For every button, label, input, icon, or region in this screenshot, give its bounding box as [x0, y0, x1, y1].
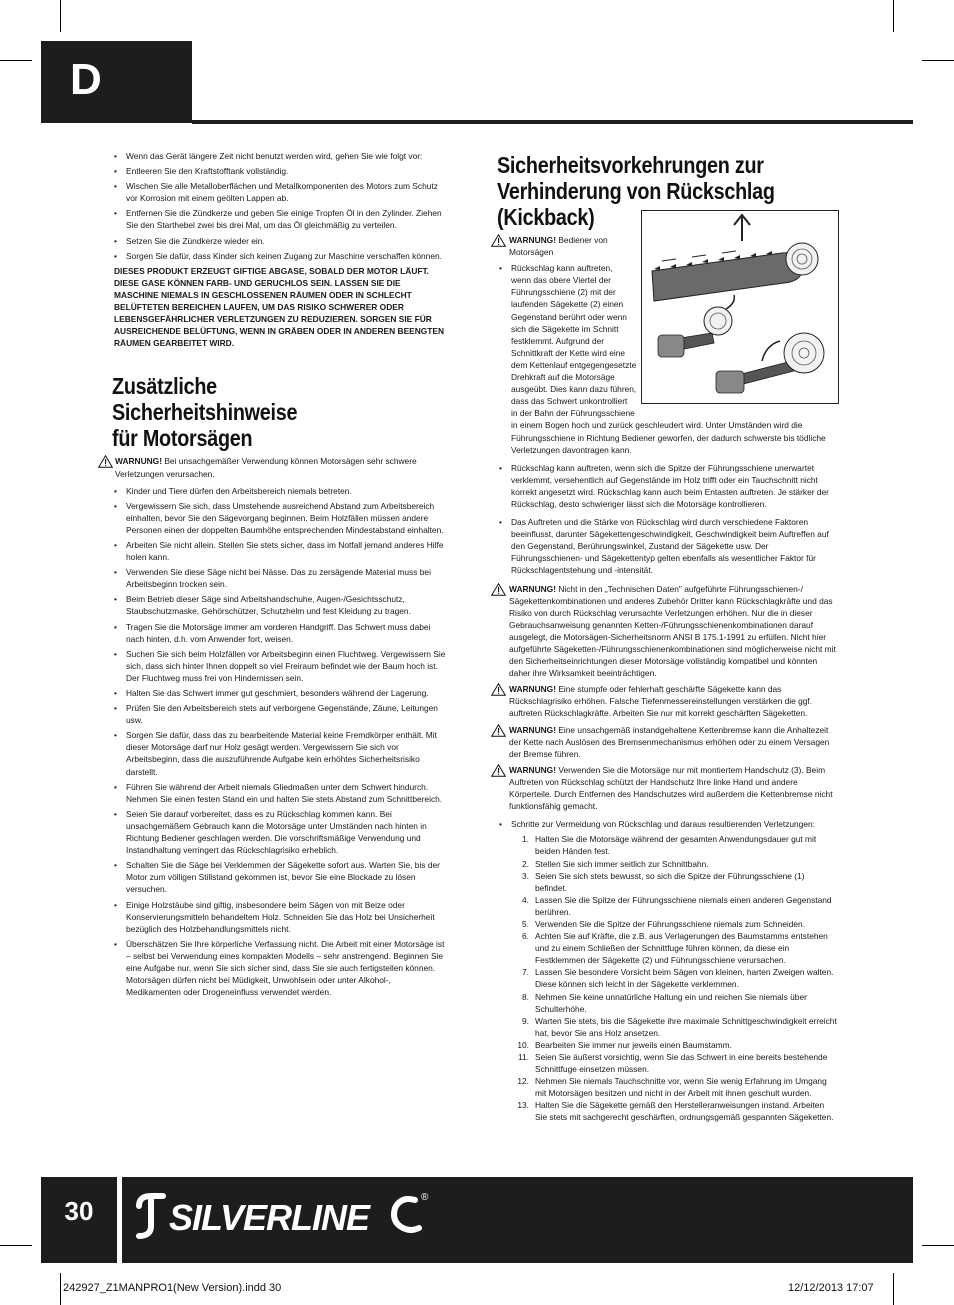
heading-line: Zusätzliche Sicherheitshinweise	[112, 373, 298, 426]
step-item	[497, 1075, 837, 1099]
warning-label: WARNUNG!	[509, 764, 556, 775]
step-number: 8.	[522, 991, 529, 1002]
list-item: • Kinder und Tiere dürfen den Arbeitsbereich niemals betreten.	[112, 485, 446, 497]
heading-line: Verhinderung von Rückschlag	[497, 178, 775, 204]
list-item: • Prüfen Sie den Arbeitsbereich stets auf verborgene Gegenstände, Zäune, Leitungen usw.	[112, 702, 446, 726]
step-number: 10.	[517, 1039, 529, 1050]
step-item	[497, 870, 837, 894]
logo-wordmark: SILVERLINE	[169, 1197, 370, 1238]
text-line: Schnittkraft der Kette wird eine	[511, 347, 626, 358]
step-number: 4.	[522, 894, 529, 905]
warning-text: Eine stumpfe oder fehlerhaft geschärfte Sägekette kann das Rückschlagrisiko erhöhen. Falsche Tiefenmessereinstellungen verstärken die ggf. auftreten Rückschlagkräfte. Arbeiten Sie nur mit korrekt geschärften Sägeketten.	[509, 684, 813, 719]
warning-note	[493, 234, 649, 258]
step-number: 9.	[522, 1015, 529, 1026]
heading-line: für Motorsägen	[112, 425, 253, 452]
kickback-illustration	[641, 210, 839, 404]
page-number: 30	[64, 1196, 94, 1226]
language-tab	[41, 41, 192, 123]
header-rule	[192, 120, 913, 124]
step-number: 3.	[522, 870, 529, 881]
crop-mark	[893, 0, 894, 32]
list-item: • Einige Holzstäube sind giftig, insbesondere beim Sägen von mit Beize oder Konservierungsmitteln behandeltem Holz. Schneiden Sie das Holz bei Unsicherheit bezüglich des Holzbehandlungsmittels nicht.	[112, 899, 446, 935]
list-item: • Führen Sie während der Arbeit niemals Gliedmaßen unter dem Schwert hindurch. Nehmen Sie einen festen Stand ein und halten Sie stets Abstand zum Schnittbereich.	[112, 781, 446, 805]
warning-note	[100, 455, 446, 479]
step-item	[497, 930, 837, 966]
step-text: Halten Sie die Motorsäge während der gesamten Anwendungsdauer gut mit beiden Händen fest.	[535, 834, 817, 857]
step-text: Warten Sie stets, bis die Sägekette ihre maximale Schnittgeschwindigkeit erreicht hat, bevor Sie ans Holz ansetzen.	[535, 1015, 837, 1038]
slug-date: 12/12/2013 17:07	[788, 1282, 874, 1294]
step-item	[497, 918, 837, 930]
chainsaw-kickback-drawing	[642, 211, 838, 403]
list-item: • Tragen Sie die Motorsäge immer am vorderen Handgriff. Das Schwert muss dabei nach hinten, d.h. vom Anwender fort, weisen.	[112, 621, 446, 645]
step-text: Stellen Sie sich immer seitlich zur Schnittbahn.	[535, 858, 709, 869]
step-text: Seien Sie äußerst vorsichtig, wenn Sie das Schwert in eine bereits bestehende Schnittfuge einsetzen müssen.	[535, 1052, 828, 1075]
step-text: Nehmen Sie niemals Tauchschnitte vor, wenn Sie wenig Erfahrung im Umgang mit Motorsägen besitzen und nicht in der Arbeit mit ihnen geschult wurden.	[535, 1076, 827, 1099]
text-line: wenn das obere Viertel der	[511, 275, 611, 286]
list-item: • Wischen Sie alle Metalloberflächen und Metallkomponenten des Motors zum Schutz vor Korrosion mit einem geölten Lappen ab.	[112, 180, 446, 204]
warning-triangle-icon	[491, 583, 506, 596]
list-item: • Beim Betrieb dieser Säge sind Arbeitshandschuhe, Augen-/Gesichtsschutz, Staubschutzmaske, Gehörschützer, Schutzhelm und fest Kleidung zu tragen.	[112, 593, 446, 617]
warning-label: WARNUNG!	[115, 456, 162, 467]
list-item: • Sorgen Sie dafür, dass das zu bearbeitende Material keine Fremdkörper enthält. Mit dieser Motorsäge darf nur Holz gesägt werden. Vergewissern Sie sich vor Arbeitsbeginn, dass die auszuführende Aufgabe kein erhöhtes Sicherheitsrisiko darstellt.	[112, 729, 446, 777]
steps-intro-list	[497, 818, 837, 830]
crop-mark	[60, 1273, 61, 1305]
text-line: dem Kettenlauf entgegengesetzte	[511, 359, 637, 370]
exhaust-gas-warning: DIESES PRODUKT ERZEUGT GIFTIGE ABGASE, SOBALD DER MOTOR LÄUFT. DIESE GASE KÖNNEN FARB- UND GERUCHLOS SEIN. LASSEN SIE DIE MASCHINE NIEMALS IN GESCHLOSSENEN RÄUMEN ODER IN SCHLECHT BELÜFTETEN BEREICHEN LAUFEN, UM DAS RISIKO SCHWERER ODER LEBENSGEFÄHRLICHER VERLETZUNGEN ZU REDUZIEREN. SORGEN SIE FÜR AUSREICHENDE BELÜFTUNG, WENN IN GRÄBEN ODER IN ANDEREN BEENGTEN RÄUMEN GEARBEITET WIRD.	[114, 265, 445, 349]
heading-line: Sicherheitsvorkehrungen zur	[497, 152, 764, 178]
step-item	[497, 1015, 837, 1039]
list-item: • Setzen Sie die Zündkerze wieder ein.	[112, 235, 446, 247]
text-line: ausgeübt. Dies kann dazu führen,	[511, 384, 637, 395]
step-text: Verwenden Sie die Spitze der Führungsschiene niemals zum Schneiden.	[535, 918, 806, 929]
step-item	[497, 1099, 837, 1123]
list-item: • Das Auftreten und die Stärke von Rückschlag wird durch verschiedene Faktoren beeinflusst, darunter Sägekettengeschwindigkeit, Geschwindigkeit beim Auftreffen auf den Gegenstand, Berührungswinkel, Zustand der Sägekette usw. Der Führungsschienen- und Sägekettentyp gelten ebenfalls als wesentlicher Faktor für Rückschlagentstehung und -intensität.	[497, 516, 837, 576]
crop-mark	[60, 0, 61, 32]
step-item	[497, 1051, 837, 1075]
text-line: • Rückschlag kann auftreten,	[511, 263, 613, 274]
step-text: Achten Sie auf Kräfte, die z.B. aus Verlagerungen des Baumstamms entstehen und zu einem Schließen der Schnittfuge führen können, da diese ein Festklemmen der Sägekette (2) und Führungsschiene verursachen.	[535, 931, 828, 966]
kickback-steps	[497, 833, 837, 1123]
step-number: 5.	[522, 918, 529, 929]
text-line: Gegenstand berührt oder wenn	[511, 311, 627, 322]
section-heading-motorsaegen	[112, 373, 446, 451]
step-number: 12.	[517, 1076, 529, 1087]
warning-note	[493, 583, 837, 680]
list-item: • Halten Sie das Schwert immer gut geschmiert, besonders während der Lagerung.	[112, 687, 446, 699]
step-text: Seien Sie sich stets bewusst, so sich die Spitze der Führungsschiene (1) befindet.	[535, 870, 805, 893]
step-item	[497, 966, 837, 990]
step-text: Lassen Sie die Spitze der Führungsschiene niemals einen anderen Gegenstand berühren.	[535, 894, 832, 917]
step-number: 1.	[522, 834, 529, 845]
step-text: Halten Sie die Sägekette gemäß den Herstelleranweisungen instand. Arbeiten Sie stets mit sachgerecht geschärften, ordnungsgemäß gespannten Sägeketten.	[535, 1100, 834, 1123]
list-item: • Entleeren Sie den Kraftstofftank vollständig.	[112, 165, 446, 177]
list-item: • Suchen Sie sich beim Holzfällen vor Arbeitsbeginn einen Fluchtweg. Vergewissern Sie sich, dass sich hinter Ihnen doppelt so viel Freiraum befindet wie der Baum hoch ist. Der Fluchtweg muss frei von Hindernissen sein.	[112, 648, 446, 684]
warning-label: WARNUNG!	[509, 583, 556, 594]
text-line: Drehkraft auf die Motorsäge	[511, 372, 615, 383]
list-item: • Überschätzen Sie Ihre körperliche Verfassung nicht. Die Arbeit mit einer Motorsäge ist – selbst bei Verwendung eines kompakten Modells – sehr anstrengend. Beginnen Sie eine Aufgabe nur, wenn Sie sich sicher sind, dass Sie sie auch fertigstellen können. Motorsägen dürfen nicht bei Müdigkeit, Unwohlsein oder unter Alkohol-, Medikamenten oder Drogeneinfluss verwendet werden.	[112, 938, 446, 998]
crop-mark	[0, 1245, 32, 1246]
step-number: 2.	[522, 858, 529, 869]
step-item	[497, 991, 837, 1015]
crop-mark	[0, 60, 32, 61]
list-item: • Wenn das Gerät längere Zeit nicht benutzt werden wird, gehen Sie wie folgt vor:	[112, 150, 446, 162]
warning-note	[493, 724, 837, 760]
step-item	[497, 1039, 837, 1051]
step-number: 7.	[522, 967, 529, 978]
step-item	[497, 858, 837, 870]
step-number: 11.	[517, 1052, 529, 1062]
warning-triangle-icon	[491, 764, 506, 777]
list-item: • Entfernen Sie die Zündkerze und geben Sie einige Tropfen Öl in den Zylinder. Ziehen Sie den Starthebel zwei bis drei Mal, um das Öl gleichmäßig zu verteilen.	[112, 207, 446, 231]
list-item: • Arbeiten Sie nicht allein. Stellen Sie stets sicher, dass im Notfall jemand anderes Hilfe holen kann.	[112, 539, 446, 563]
text-line: Führungsschiene (2) mit der	[511, 287, 616, 298]
footer-separator	[117, 1177, 122, 1263]
warning-note	[493, 683, 837, 719]
text-line: dass das Schwert unkontrolliert	[511, 396, 628, 407]
step-text: Nehmen Sie keine unnatürliche Haltung ein und reichen Sie niemals über Schulterhöhe.	[535, 991, 807, 1014]
list-item: • Seien Sie darauf vorbereitet, dass es zu Rückschlag kommen kann. Bei unsachgemäßem Gebrauch kann die Motorsäge unter Umständen nach hinten in Richtung Bediener geschlagen werden. Die vorschriftsmäßige Verwendung und Instandhaltung verringert das Rückschlagrisiko erheblich.	[112, 808, 446, 856]
crop-mark	[922, 60, 954, 61]
text-line: sich die Sägekette im Schnitt	[511, 323, 619, 334]
warning-note	[493, 764, 837, 812]
warning-label: WARNUNG!	[509, 724, 556, 735]
safety-bullets	[112, 485, 446, 999]
storage-bullets	[112, 150, 446, 262]
warning-triangle-icon	[491, 683, 506, 696]
heading-line: (Kickback)	[497, 204, 595, 230]
text-line: laufenden Sägekette (2) einen	[511, 299, 624, 310]
step-item	[497, 833, 837, 857]
silverline-logo	[133, 1186, 433, 1246]
warning-label: WARNUNG!	[509, 684, 556, 695]
warning-triangle-icon	[491, 724, 506, 737]
step-item	[497, 894, 837, 918]
step-text: Lassen Sie besondere Vorsicht beim Sägen von kleinen, harten Zweigen walten. Diese können sich leicht in der Sägekette verklemmen.	[535, 967, 834, 990]
crop-mark	[893, 1273, 894, 1305]
warning-text: Eine unsachgemäß instandgehaltene Kettenbremse kann die Anhaltezeit der Kette nach Auslösen des Bremsenmechanismus erhöhen oder zu einem Versagen der Bremse führen.	[509, 724, 830, 759]
registered-mark: ®	[421, 1192, 429, 1203]
warning-text: Bei unsachgemäßer Verwendung können Motorsägen sehr schwere Verletzungen verursachen.	[115, 456, 417, 479]
text-line: in einem Bogen hoch und zurück geschleudert wird. Unter Umständen wird die Führungsschiene in Richtung Bediener geworfen, der dadurch schwerste bis tödliche Verletzungen davontragen kann.	[511, 420, 826, 455]
step-text: Bearbeiten Sie immer nur jeweils einen Baumstamm.	[535, 1039, 732, 1050]
language-code: D	[70, 55, 103, 104]
list-item: • Rückschlag kann auftreten, wenn sich die Spitze der Führungsschiene unerwartet verklemmt, versehentlich auf Gegenstände im Holz trifft oder ein Tauchschnitt nicht korrekt angesetzt wird. Rückschlag kann auch beim Entasten auftreten. Je stärker der Rückschlag, desto schwieriger lässt sich die Motorsäge kontrollieren.	[497, 462, 837, 510]
list-item: • Sorgen Sie dafür, dass Kinder sich keinen Zugang zur Maschine verschaffen können.	[112, 250, 446, 262]
list-item: • Schritte zur Vermeidung von Rückschlag und daraus resultierenden Verletzungen:	[497, 818, 837, 830]
step-number: 13.	[517, 1100, 529, 1111]
warning-text: Nicht in den „Technischen Daten" aufgeführte Führungsschienen-/ Sägekettenkombinationen und anderes Zubehör Dritter kann Rückschlagkräfte und das Risiko von durch Rückschlag verursachte Verletzungen erhöhen. Nur die in dieser Gebrauchsanweisung genannten Ketten-/Führungsschienenkombinationen darauf ausgelegt, die Motorsägen-Sicherheitsnorm ANSI B 175.1-1991 zu erfüllen. Nicht hier aufgeführte Sägeketten-/Führungsschienenkombinationen sind möglicherweise nicht mit den Sicherheitseinrichtungen dieser Motorsäge vollständig kompatibel und könnten daher ihre Wirksamkeit beeinträchtigen.	[509, 583, 836, 679]
warning-label: WARNUNG!	[509, 235, 556, 245]
warning-triangle-icon	[491, 234, 506, 247]
left-column	[112, 150, 446, 1001]
list-item: • Vergewissern Sie sich, dass Umstehende ausreichend Abstand zum Arbeitsbereich einhalten, bevor Sie den Sägevorgang beginnen. Beim Holzfällen müssen andere Personen einen der doppelten Baumhöhe entsprechenden Mindestabstand einhalten.	[112, 500, 446, 536]
warning-triangle-icon	[98, 455, 113, 468]
step-number: 6.	[522, 931, 529, 942]
slug-filename: 242927_Z1MANPRO1(New Version).indd 30	[63, 1282, 282, 1294]
warning-text: Bediener von Motorsägen	[509, 235, 608, 258]
list-item: • Verwenden Sie diese Säge nicht bei Nässe. Das zu zersägende Material muss bei Arbeitsbeginn trocken sein.	[112, 566, 446, 590]
text-line: in der Bahn der Führungsschiene	[511, 408, 635, 419]
list-item: • Schalten Sie die Säge bei Verklemmen der Sägekette sofort aus. Warten Sie, bis der Motor zum völligen Stillstand gekommen ist, bevor Sie eine Blockade zu lösen versuchen.	[112, 859, 446, 895]
crop-mark	[922, 1245, 954, 1246]
warning-text: Verwenden Sie die Motorsäge nur mit montiertem Handschutz (3). Beim Auftreten von Rückschlag schützt der Handschutz Ihre linke Hand und andere Körperteile. Durch Entfernen des Handschutzes wird außerdem die Kettenbremse nicht funktionsfähig gemacht.	[509, 764, 833, 812]
text-line: festklemmt. Aufgrund der	[511, 335, 605, 346]
